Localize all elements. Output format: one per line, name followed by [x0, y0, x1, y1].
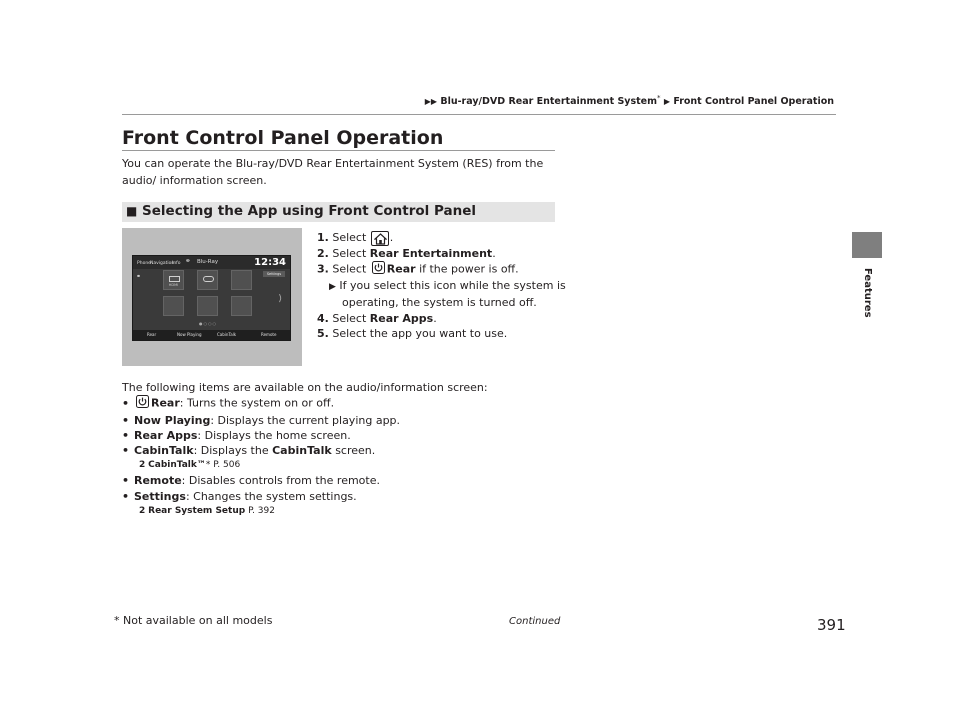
- reference-page: P. 506: [213, 460, 241, 471]
- cross-reference-cabintalk[interactable]: [122, 458, 572, 472]
- item-name: CabinTalk: [134, 444, 194, 458]
- breadcrumb: [425, 94, 834, 107]
- step-3: [317, 261, 567, 278]
- step-3-note: [317, 278, 567, 295]
- return-icon: [203, 276, 214, 282]
- bullet: •: [122, 444, 130, 458]
- screen-bottom-bar: [133, 330, 290, 340]
- hdmi-tile[interactable]: [163, 270, 184, 290]
- step-bold: Rear Entertainment: [369, 246, 493, 260]
- reference-page: P. 392: [248, 506, 275, 517]
- step-text: Select: [332, 231, 367, 244]
- app-tile-5[interactable]: [197, 296, 218, 316]
- step-text-end: .: [433, 311, 437, 325]
- navigation-label: Navigation: [150, 261, 175, 266]
- step-text: Select: [332, 262, 367, 276]
- page-dots: ●○○○: [199, 321, 217, 326]
- breadcrumb-section: Blu-ray/DVD Rear Entertainment System: [440, 96, 658, 108]
- blu-ray-label: Blu-Ray: [197, 259, 219, 265]
- phone-label: Phone: [137, 261, 151, 266]
- hdmi-icon: [169, 276, 180, 282]
- step-4: [317, 311, 567, 326]
- side-tab-marker: [852, 232, 882, 258]
- app-tile-4[interactable]: [163, 296, 184, 316]
- title-rule: [122, 150, 555, 151]
- double-arrow-icon: ▶▶: [424, 97, 438, 107]
- list-item: [122, 489, 572, 504]
- reference-icon: 2: [139, 506, 146, 517]
- screen-photo: [122, 228, 302, 366]
- list-item: [122, 413, 572, 428]
- step-text-end: if the power is off.: [419, 262, 519, 276]
- breadcrumb-asterisk: *: [657, 94, 661, 102]
- item-desc: : Displays the: [193, 444, 269, 458]
- step-1: [317, 230, 567, 246]
- item-name: Now Playing: [134, 413, 211, 427]
- info-label: Info: [172, 261, 181, 266]
- item-desc-bold: CabinTalk: [272, 444, 332, 458]
- item-desc: : Displays the home screen.: [197, 428, 351, 442]
- note-arrow-icon: ▶: [329, 282, 336, 293]
- remote-button[interactable]: Remote: [261, 332, 277, 337]
- audio-screen: [132, 255, 291, 341]
- side-tab-text: Features: [862, 268, 873, 318]
- item-desc: : Turns the system on or off.: [179, 396, 335, 410]
- now-playing-button[interactable]: Now Playing: [177, 332, 202, 337]
- item-name: Rear: [151, 396, 180, 410]
- reference-asterisk: *: [205, 460, 211, 471]
- screen-top-bar: [133, 256, 290, 269]
- step-text-end: .: [389, 231, 394, 244]
- step-text-end: .: [492, 246, 496, 260]
- item-desc: : Disables controls from the remote.: [181, 474, 380, 488]
- bullet: •: [122, 413, 130, 427]
- bullet: •: [122, 396, 130, 410]
- step-note-line2: operating, the system is turned off.: [342, 296, 537, 310]
- step-bold: Rear Apps: [369, 311, 434, 325]
- square-bullet-icon: ■: [126, 204, 138, 218]
- step-number: 5.: [317, 326, 329, 340]
- power-icon: [372, 261, 385, 278]
- step-5: [317, 326, 567, 341]
- step-number: 2.: [317, 246, 329, 260]
- item-name: Settings: [134, 489, 186, 503]
- items-list: [122, 380, 572, 519]
- item-name: Remote: [134, 474, 182, 488]
- chevron-right-icon[interactable]: ⟩: [278, 294, 282, 304]
- home-icon: [371, 231, 389, 246]
- list-item: [122, 428, 572, 443]
- steps-list: [317, 230, 567, 341]
- step-note-line1: If you select this icon while the system is: [339, 279, 566, 293]
- item-desc: : Changes the system settings.: [185, 489, 357, 503]
- bullet: •: [122, 474, 130, 488]
- hdmi-tile-label: HDMI: [168, 283, 179, 287]
- rear-button[interactable]: Rear: [147, 332, 157, 337]
- reference-link[interactable]: CabinTalk™: [148, 460, 206, 471]
- items-intro: The following items are available on the audio/information screen:: [122, 381, 488, 394]
- section-title-text: Selecting the App using Front Control Panel: [142, 203, 477, 219]
- app-tile-3[interactable]: [231, 270, 252, 290]
- settings-button[interactable]: Settings: [263, 271, 285, 277]
- item-desc: : Displays the current playing app.: [210, 413, 401, 427]
- bullet: •: [122, 428, 130, 442]
- header-rule: [122, 114, 836, 115]
- arrow-icon: ▶: [663, 97, 670, 107]
- step-number: 4.: [317, 311, 329, 325]
- step-2: [317, 246, 567, 261]
- continued-label: Continued: [509, 616, 561, 627]
- item-name: Rear Apps: [134, 428, 198, 442]
- app-tile-6[interactable]: [231, 296, 252, 316]
- list-item: [122, 395, 572, 412]
- list-item: [122, 443, 572, 458]
- side-tab-label: [862, 268, 874, 398]
- list-item: [122, 473, 572, 488]
- intro-paragraph: You can operate the Blu-ray/DVD Rear Entertainment System (RES) from the audio/ information screen.: [122, 157, 544, 187]
- bullet: •: [122, 489, 130, 503]
- cabintalk-button[interactable]: CabinTalk: [217, 332, 237, 337]
- item-desc-end: screen.: [335, 444, 376, 458]
- step-number: 1.: [317, 231, 329, 244]
- headphones-small-icon: ⚭: [136, 273, 142, 280]
- step-text: Select: [332, 311, 367, 325]
- headphones-icon: ⚭: [185, 257, 191, 265]
- reference-link[interactable]: Rear System Setup: [148, 506, 246, 517]
- breadcrumb-page: Front Control Panel Operation: [673, 96, 834, 108]
- cross-reference-rear-setup[interactable]: [122, 504, 572, 518]
- clock: 12:34: [254, 257, 286, 268]
- section-heading: [126, 203, 476, 219]
- step-text: Select the app you want to use.: [332, 326, 508, 340]
- step-text: Select: [332, 246, 367, 260]
- page-number: 391: [817, 616, 846, 634]
- reference-icon: 2: [139, 460, 146, 471]
- footnote: * Not available on all models: [114, 614, 273, 627]
- step-number: 3.: [317, 262, 329, 276]
- page-title: Front Control Panel Operation: [122, 127, 444, 149]
- power-icon: [136, 395, 149, 412]
- step-bold: Rear: [386, 262, 416, 276]
- app-tile-2[interactable]: [197, 270, 218, 290]
